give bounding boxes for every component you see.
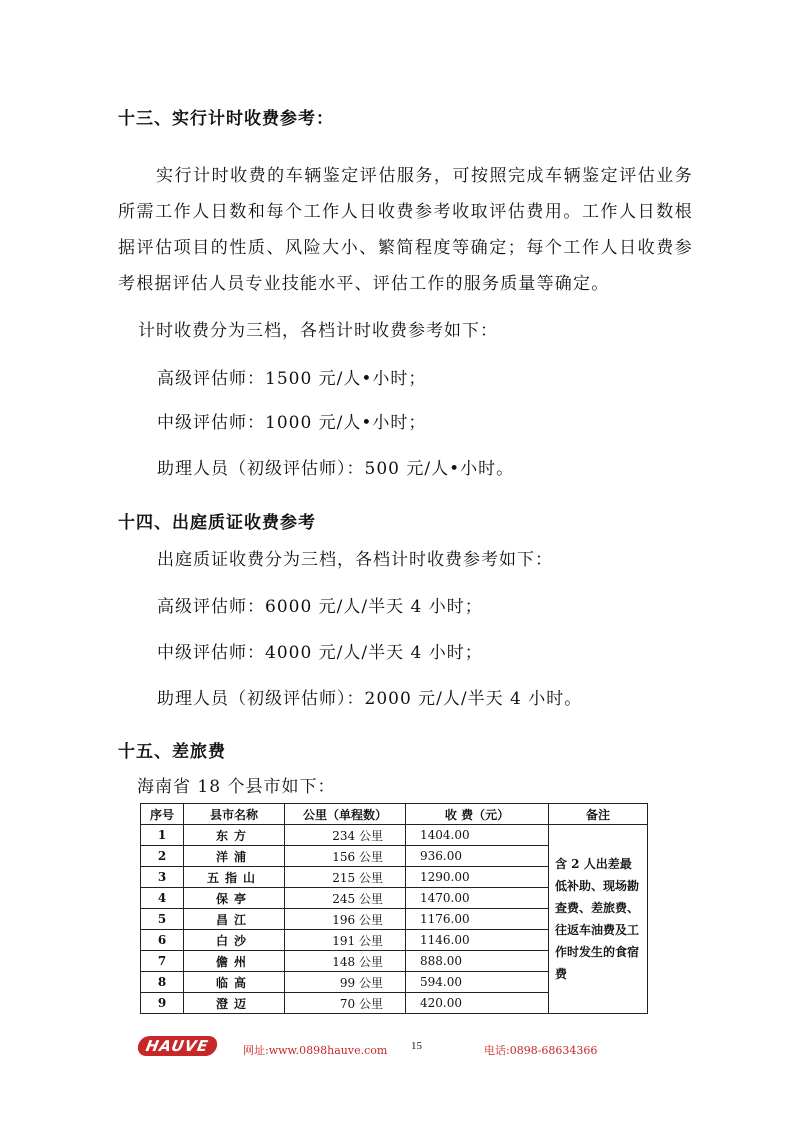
cell-index: 8 [141,972,184,993]
rate-intermediate-hourly: 中级评估师：1000 元/人•小时； [157,413,427,433]
cell-fee: 1470.00 [406,888,549,909]
cell-county: 白沙 [184,930,285,951]
cell-index: 4 [141,888,184,909]
cell-county: 儋州 [184,951,285,972]
cell-index: 2 [141,846,184,867]
cell-distance: 148 公里 [285,951,406,972]
section-14-heading: 十四、出庭质证收费参考 [118,513,316,533]
cell-distance: 70 公里 [285,993,406,1014]
cell-note: 含 2 人出差最低补助、现场勘查费、差旅费、往返车油费及工作时发生的食宿费 [549,825,648,1014]
cell-distance: 234 公里 [285,825,406,846]
footer-website[interactable]: 网址:www.0898hauve.com [243,1044,388,1057]
page-number: 15 [411,1040,422,1052]
cell-county: 五指山 [184,867,285,888]
cell-fee: 1404.00 [406,825,549,846]
cell-index: 6 [141,930,184,951]
cell-distance: 99 公里 [285,972,406,993]
rate-senior-hourly: 高级评估师：1500 元/人•小时； [157,369,427,389]
footer-phone: 电话:0898-68634366 [484,1044,598,1057]
cell-fee: 1290.00 [406,867,549,888]
cell-fee: 420.00 [406,993,549,1014]
cell-county: 临高 [184,972,285,993]
section-15-intro: 海南省 18 个县市如下： [137,777,336,797]
section-13-paragraph: 实行计时收费的车辆鉴定评估服务，可按照完成车辆鉴定评估业务所需工作人日数和每个工作人日收费参考收取评估费用。工作人日数根据评估项目的性质、风险大小、繁简程度等确定；每个工作人日收费参考根据评估人员专业技能水平、评估工作的服务质量等确定。 [118,166,693,294]
cell-index: 1 [141,825,184,846]
col-header-county: 县市名称 [184,804,285,825]
table-row [141,825,648,846]
cell-distance: 215 公里 [285,867,406,888]
cell-county: 洋浦 [184,846,285,867]
cell-index: 7 [141,951,184,972]
col-header-index: 序号 [141,804,184,825]
cell-index: 5 [141,909,184,930]
col-header-distance: 公里（单程数） [285,804,406,825]
section-15-heading: 十五、差旅费 [118,742,226,762]
rate-assistant-hourly: 助理人员（初级评估师）：500 元/人•小时。 [157,459,515,479]
cell-county: 澄迈 [184,993,285,1014]
cell-distance: 191 公里 [285,930,406,951]
cell-fee: 1176.00 [406,909,549,930]
cell-fee: 594.00 [406,972,549,993]
hauve-logo: HAUVE [136,1036,218,1056]
cell-fee: 1146.00 [406,930,549,951]
cell-distance: 156 公里 [285,846,406,867]
section-13-heading: 十三、实行计时收费参考： [118,109,334,129]
cell-county: 东方 [184,825,285,846]
rate-intermediate-court: 中级评估师：4000 元/人/半天 4 小时； [157,643,483,663]
cell-county: 昌江 [184,909,285,930]
cell-fee: 936.00 [406,846,549,867]
rate-assistant-court: 助理人员（初级评估师）：2000 元/人/半天 4 小时。 [157,689,583,709]
cell-fee: 888.00 [406,951,549,972]
cell-index: 3 [141,867,184,888]
cell-county: 保亭 [184,888,285,909]
travel-fee-table [140,803,648,1014]
cell-distance: 196 公里 [285,909,406,930]
cell-distance: 245 公里 [285,888,406,909]
table-header-row [141,804,648,825]
section-13-intro: 计时收费分为三档，各档计时收费参考如下： [138,321,498,341]
col-header-note: 备注 [549,804,648,825]
page-footer [0,1036,795,1060]
rate-senior-court: 高级评估师：6000 元/人/半天 4 小时； [157,597,483,617]
col-header-fee: 收 费（元） [406,804,549,825]
section-14-intro: 出庭质证收费分为三档，各档计时收费参考如下： [157,550,553,570]
cell-index: 9 [141,993,184,1014]
